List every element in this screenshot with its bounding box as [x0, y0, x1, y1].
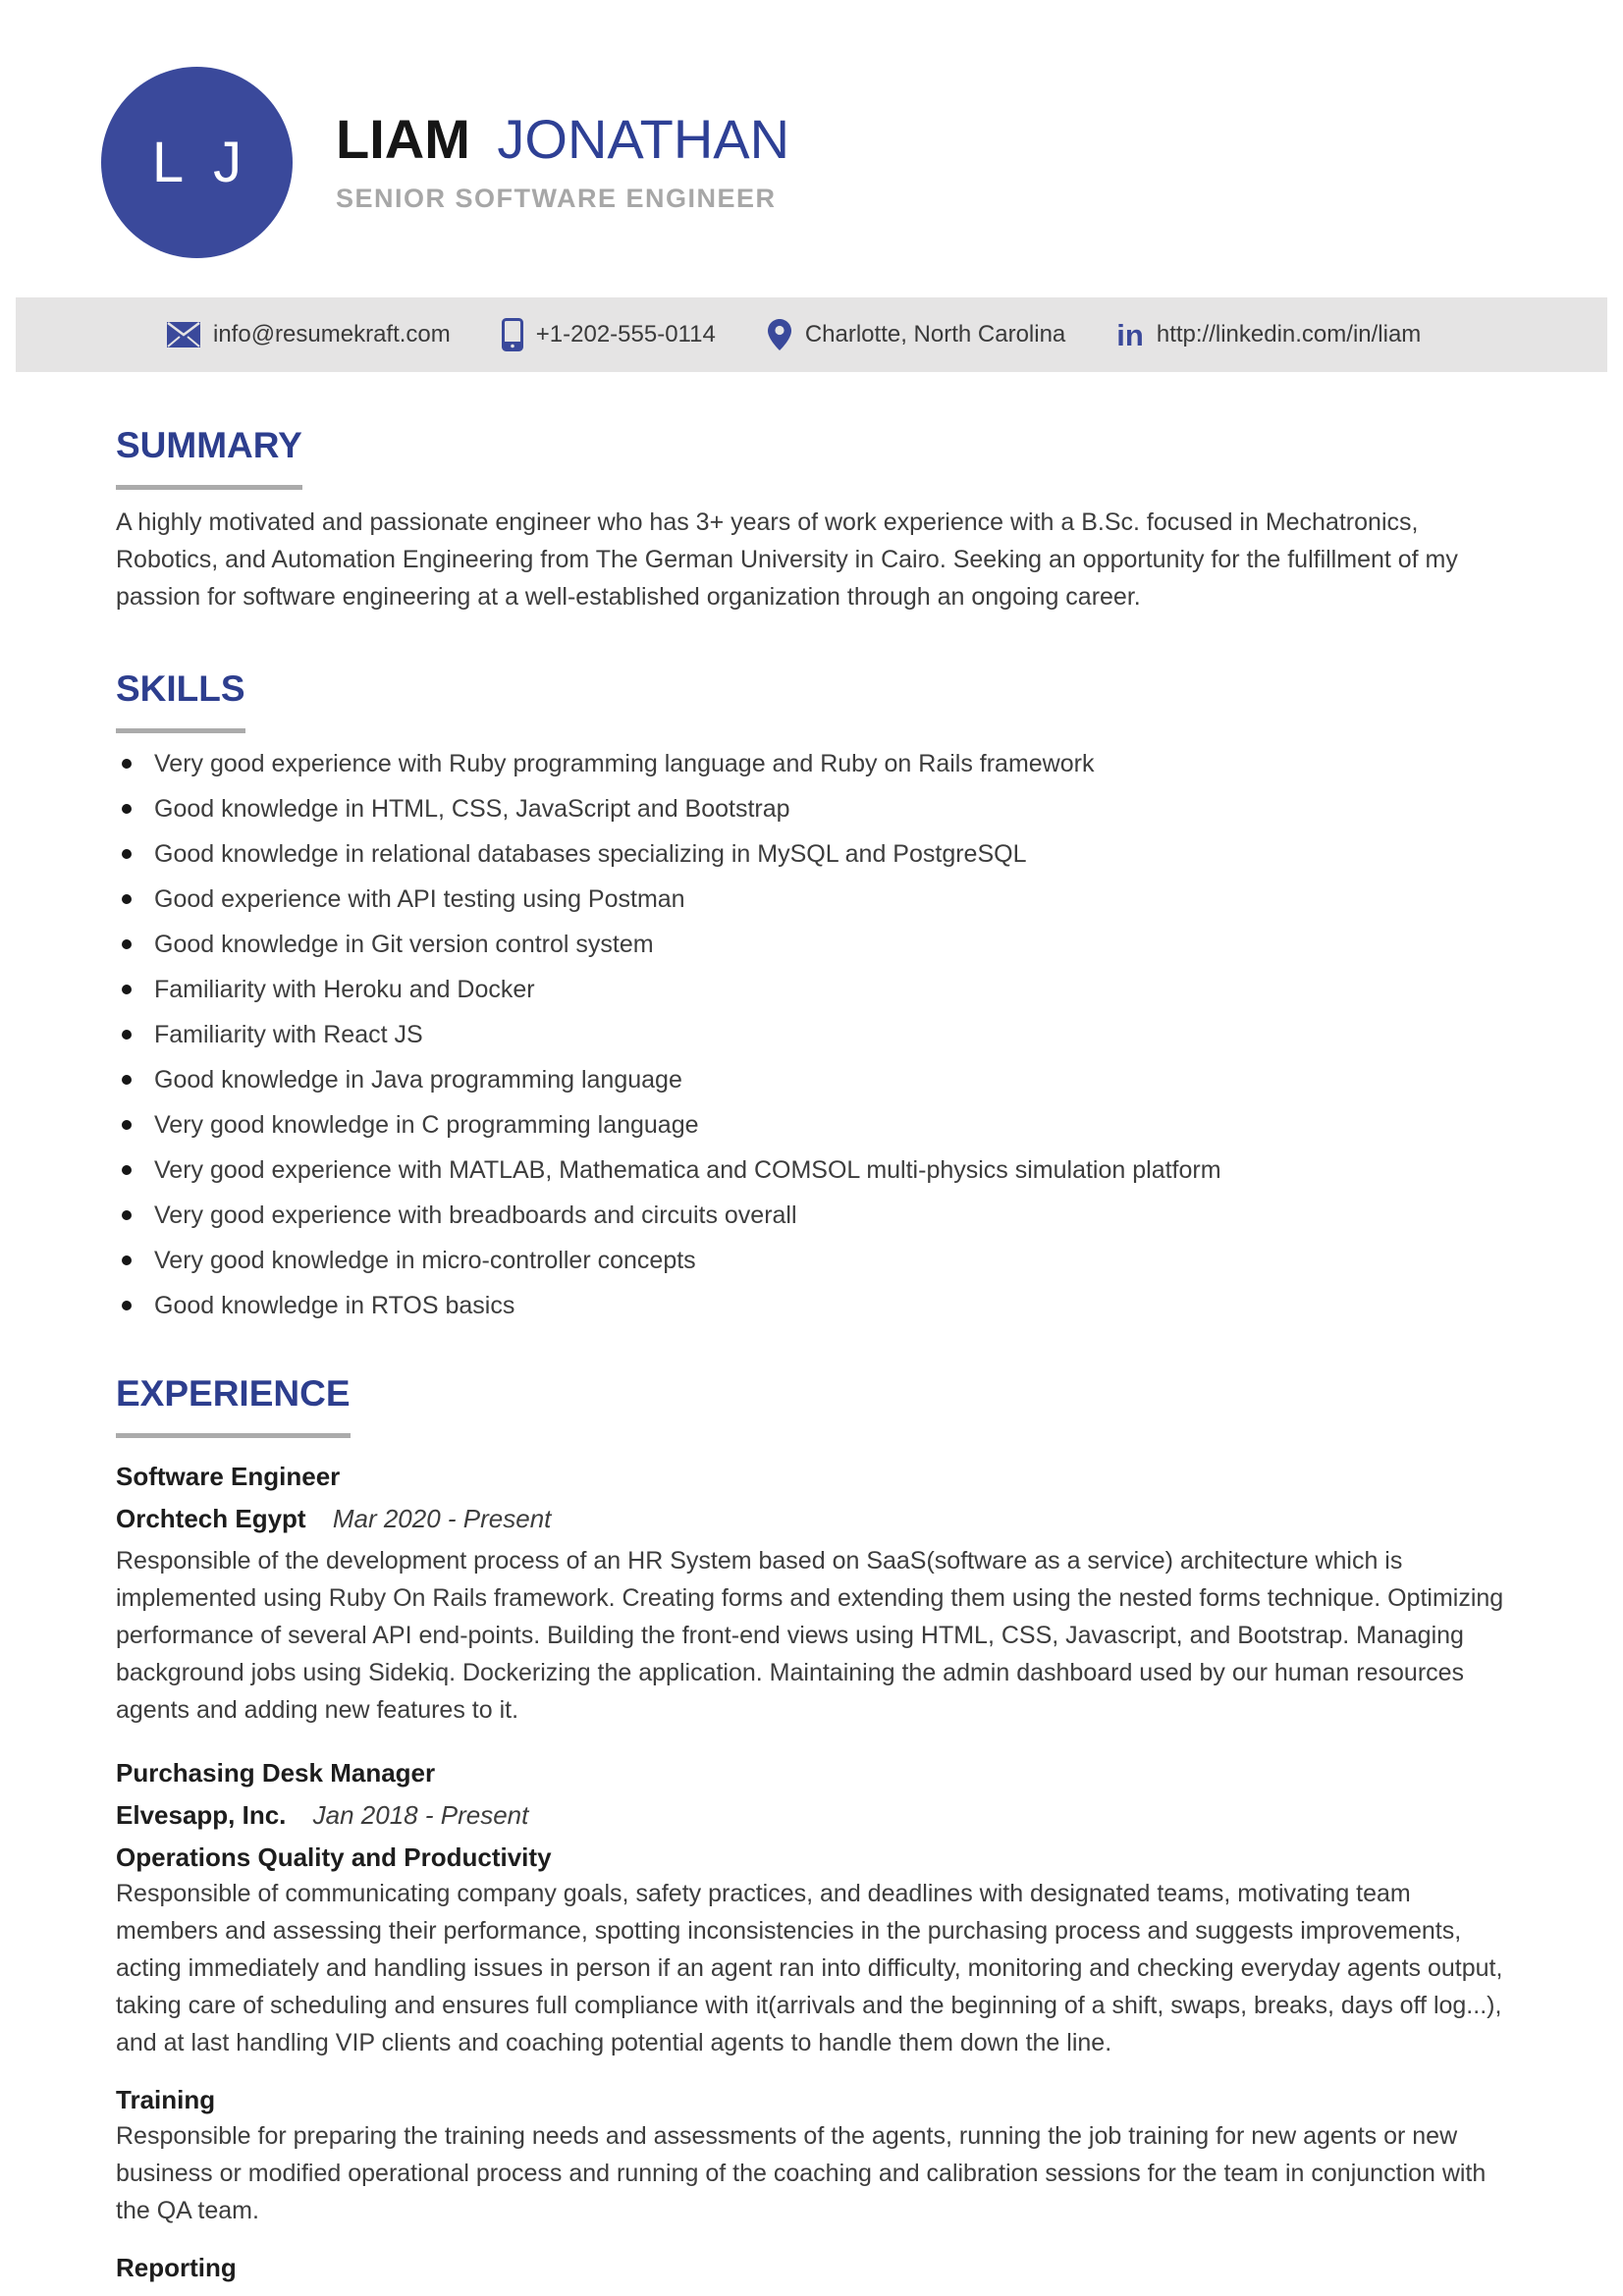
full-name: [336, 107, 790, 170]
job-subsection-title: Reporting: [116, 2253, 237, 2282]
job-subsection-title: Operations Quality and Productivity: [116, 1842, 552, 1872]
skill-item: Very good experience with breadboards and circuits overall: [116, 1201, 1507, 1230]
skill-item: Good experience with API testing using Postman: [116, 885, 1507, 914]
last-name: JONATHAN: [497, 107, 790, 170]
job-dates: Mar 2020 - Present: [332, 1504, 552, 1533]
skill-item: Good knowledge in Java programming language: [116, 1066, 1507, 1095]
skill-item: Good knowledge in relational databases specializing in MySQL and PostgreSQL: [116, 840, 1507, 869]
location-icon: [767, 318, 792, 351]
skill-item: Very good knowledge in C programming language: [116, 1111, 1507, 1140]
phone-icon: [502, 318, 523, 351]
first-name: LIAM: [336, 107, 470, 170]
contact-location[interactable]: [767, 318, 1065, 351]
skill-item: Familiarity with React JS: [116, 1021, 1507, 1049]
summary-heading: SUMMARY: [116, 427, 302, 490]
skill-item: Very good experience with MATLAB, Mathematica and COMSOL multi-physics simulation platform: [116, 1156, 1507, 1185]
contact-location-text: Charlotte, North Carolina: [804, 321, 1066, 347]
skill-item: Familiarity with Heroku and Docker: [116, 976, 1507, 1004]
contact-linkedin-text: http://linkedin.com/in/liam: [1156, 321, 1422, 347]
job-subsection-text: Responsible of communicating company goals, safety practices, and deadlines with designated teams, motivating team members and assessing their performance, spotting inconsistencies in the purchasing process and suggests improvements, acting immediately and handling issues in person if an agent ran into difficulty, monitoring and checking everyday agents output, taking care of scheduling and ensures full compliance with it(arrivals and the beginning of a shift, swaps, breaks, days off log...), and at last handling VIP clients and coaching potential agents to handle them down the line.: [116, 1880, 1503, 2056]
skill-item: Very good experience with Ruby programming language and Ruby on Rails framework: [116, 750, 1507, 778]
job-description: Responsible of the development process of an HR System based on SaaS(software as a service) architecture which is implemented using Ruby On Rails framework. Creating forms and extending them using the nested forms technique. Optimizing performance of several API end-points. Building the front-end views using HTML, CSS, Javascript, and Bootstrap. Managing background jobs using Sidekiq. Dockerizing the application. Maintaining the admin dashboard used by our human resources agents and adding new features to it.: [116, 1547, 1504, 1724]
avatar: [101, 67, 293, 258]
job-title-text: Software Engineer: [116, 1462, 341, 1491]
contact-bar: [16, 297, 1607, 372]
contact-email-text: info@resumekraft.com: [213, 321, 451, 347]
section-experience: [116, 1375, 1507, 2283]
avatar-initials: L J: [151, 131, 250, 194]
job-title-text: Purchasing Desk Manager: [116, 1758, 436, 1788]
contact-linkedin[interactable]: [1116, 317, 1422, 352]
contact-email[interactable]: [167, 321, 451, 348]
job-company-line: [116, 1800, 1507, 1831]
experience-heading: EXPERIENCE: [116, 1375, 351, 1438]
contact-phone-text: +1-202-555-0114: [535, 321, 716, 347]
main-content: [0, 427, 1623, 2283]
company-name: Orchtech Egypt: [116, 1504, 306, 1533]
job-subsection-title: Training: [116, 2085, 216, 2114]
name-block: [336, 107, 790, 215]
job-title: SENIOR SOFTWARE ENGINEER: [336, 184, 777, 214]
section-summary: [116, 427, 1507, 615]
skills-heading: SKILLS: [116, 670, 245, 733]
header: [0, 0, 1623, 258]
section-skills: [116, 670, 1507, 1320]
linkedin-icon: in: [1116, 317, 1144, 352]
skill-item: Very good knowledge in micro-controller concepts: [116, 1247, 1507, 1275]
email-icon: [167, 322, 200, 347]
skill-item: Good knowledge in HTML, CSS, JavaScript and Bootstrap: [116, 795, 1507, 824]
skill-item: Good knowledge in Git version control system: [116, 931, 1507, 959]
summary-text: A highly motivated and passionate engineer who has 3+ years of work experience with a B.Sc. focused in Mechatronics, Robotics, and Automation Engineering from The German University in Cairo. Seeking an opportunity for the fulfillment of my passion for software engineering at a well-established organization through an ongoing career.: [116, 508, 1458, 611]
skills-list: [116, 750, 1507, 1320]
job-entry: [116, 1462, 1507, 1729]
job-company-line: [116, 1504, 1507, 1534]
job-dates: Jan 2018 - Present: [312, 1800, 529, 1830]
skill-item: Good knowledge in RTOS basics: [116, 1292, 1507, 1320]
contact-phone[interactable]: [502, 318, 716, 351]
job-entry: [116, 1758, 1507, 2283]
job-subsection-text: Responsible for preparing the training needs and assessments of the agents, running the job training for new agents or new business or modified operational process and running of the coaching and calibration sessions for the team in conjunction with the QA team.: [116, 2122, 1487, 2224]
company-name: Elvesapp, Inc.: [116, 1800, 287, 1830]
